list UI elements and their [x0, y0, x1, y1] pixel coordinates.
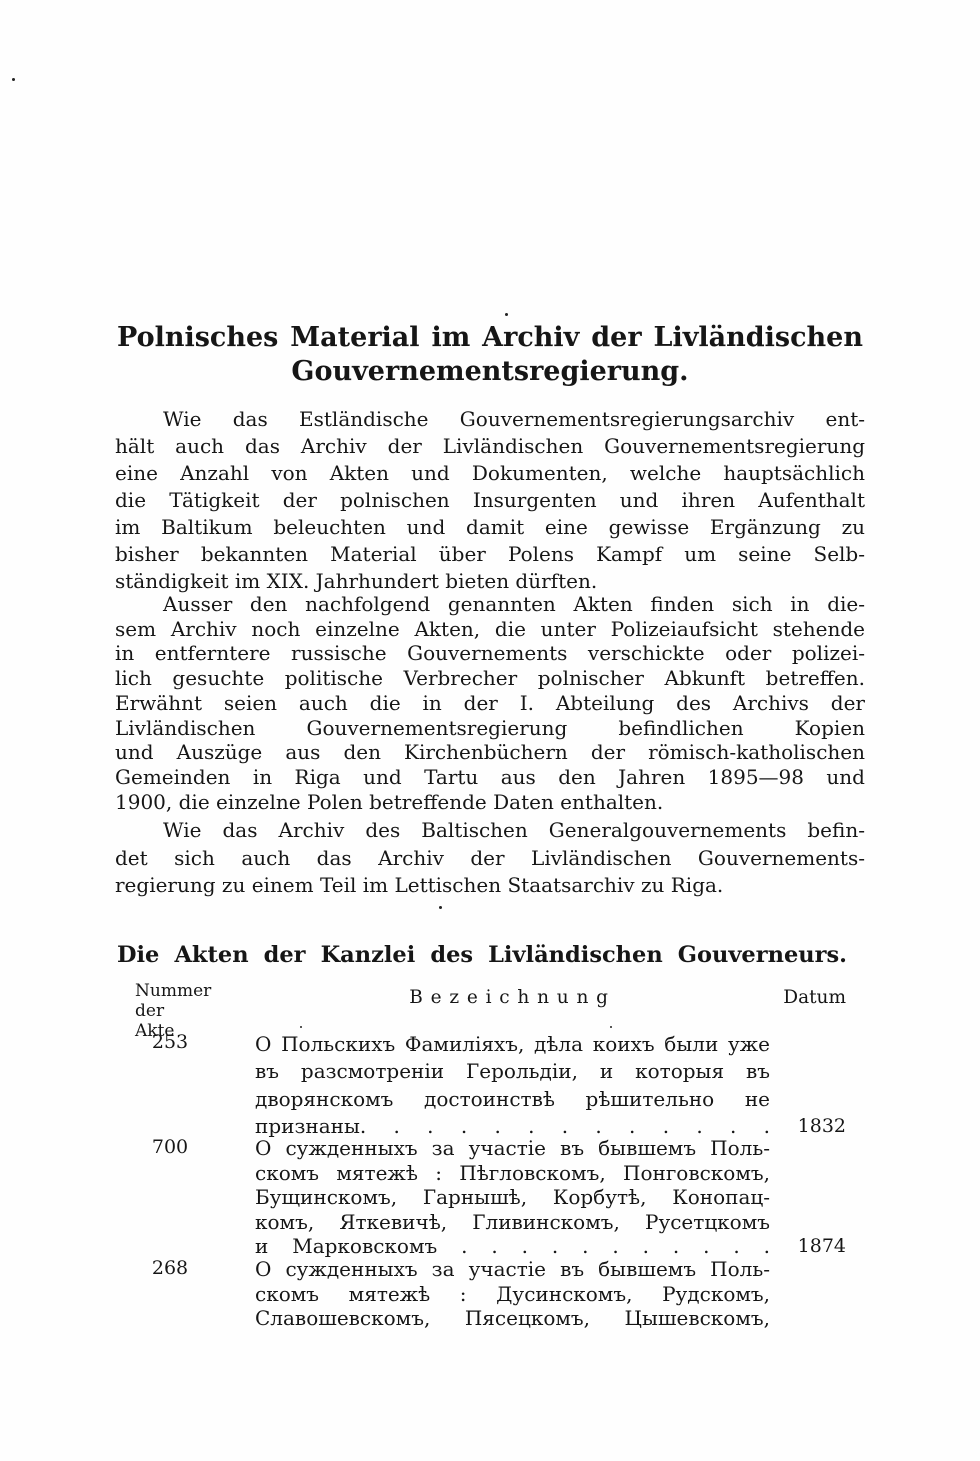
- text-line: скомъ мятежѣ : Дусинскомъ, Рудскомъ,: [255, 1281, 770, 1306]
- text-line: ständigkeit im XIX. Jahrhundert bieten dürften.: [115, 569, 598, 593]
- table-row: [135, 1136, 846, 1259]
- column-header-number-line-2: der Akte: [135, 1001, 175, 1041]
- row-description: [255, 1257, 770, 1331]
- text-line: hält auch das Archiv der Livländischen Gouvernementsregierung: [115, 434, 865, 458]
- scan-speck: [505, 313, 508, 316]
- text-line: О сужденныхъ за участіе въ бывшемъ Поль-: [255, 1257, 770, 1281]
- text-line: скомъ мятежѣ : Пѣгловскомъ, Понговскомъ,: [255, 1160, 770, 1185]
- paragraph-2: [115, 592, 865, 814]
- text-line: Livländischen Gouvernementsregierung befindlichen Kopien: [115, 715, 865, 740]
- text-line: det sich auch das Archiv der Livländischen Gouvernements-: [115, 845, 865, 870]
- text-line: 1900, die einzelne Polen betreffende Daten enthalten.: [115, 789, 664, 814]
- column-header-number-line-1: Nummer: [135, 981, 212, 1001]
- text-line: bisher bekannten Material über Polens Kampf um seine Selb-: [115, 542, 865, 566]
- text-line: Славошевскомъ, Пясецкомъ, Цышевскомъ,: [255, 1306, 770, 1331]
- page-title: [117, 321, 863, 389]
- text-line: въ разсмотреніи Герольдіи, и которыя въ: [255, 1059, 770, 1084]
- text-line: die Tätigkeit der polnischen Insurgenten und ihren Aufenthalt: [115, 488, 865, 512]
- text-line: sem Archiv noch einzelne Akten, die unter Polizeiaufsicht stehende: [115, 616, 865, 641]
- text-line: Ausser den nachfolgend genannten Akten finden sich in die-: [163, 592, 865, 616]
- text-line: О Польскихъ Фамиліяхъ, дѣла коихъ были уже: [255, 1032, 770, 1056]
- text-line: und Auszüge aus den Kirchenbüchern der römisch-katholischen: [115, 740, 865, 765]
- row-date: 1832: [797, 1114, 846, 1137]
- table-row: [135, 1031, 846, 1140]
- page-title-line-1: Polnisches Material im Archiv der Livländischen: [117, 322, 863, 353]
- section-heading: Die Akten der Kanzlei des Livländischen Gouverneurs.: [117, 942, 847, 968]
- text-line: regierung zu einem Teil im Lettischen Staatsarchiv zu Riga.: [115, 873, 724, 898]
- text-line: Gemeinden in Riga und Tartu aus den Jahren 1895—98 und: [115, 764, 865, 789]
- text-line: eine Anzahl von Akten und Dokumenten, welche hauptsächlich: [115, 461, 865, 485]
- row-date: 1874: [797, 1235, 846, 1258]
- column-header-date: Datum: [783, 987, 846, 1008]
- text-line: признаны. . . . . . . . . . . . .: [255, 1113, 770, 1138]
- text-line: Wie das Archiv des Baltischen Generalgouvernements befin-: [163, 818, 865, 842]
- paragraph-1: [115, 406, 865, 595]
- text-line: О сужденныхъ за участіе въ бывшемъ Поль-: [255, 1136, 770, 1160]
- text-line: Бущинскомъ, Гарнышѣ, Корбутѣ, Конопац-: [255, 1185, 770, 1210]
- text-line: Erwähnt seien auch die in der I. Abteilung des Archivs der: [115, 690, 865, 715]
- scan-speck: [12, 78, 15, 81]
- text-line: комъ, Яткевичѣ, Гливинскомъ, Русетцкомъ: [255, 1209, 770, 1234]
- text-line: lich gesuchte politische Verbrecher polnischer Abkunft betreffen.: [115, 666, 865, 691]
- row-number: 253: [151, 1031, 189, 1053]
- row-number: 700: [151, 1136, 189, 1158]
- text-line: im Baltikum beleuchten und damit eine gewisse Ergänzung zu: [115, 515, 865, 539]
- text-line: дворянскомъ достоинствѣ рѣшительно не: [255, 1086, 770, 1111]
- text-line: Wie das Estländische Gouvernementsregierungsarchiv ent-: [163, 407, 865, 431]
- row-description: [255, 1031, 770, 1140]
- table-row: [135, 1257, 846, 1331]
- row-description: [255, 1136, 770, 1259]
- row-number: 268: [151, 1257, 189, 1279]
- text-line: in entferntere russische Gouvernements verschickte oder polizei-: [115, 641, 865, 666]
- text-line: и Марковскомъ . . . . . . . . . . .: [255, 1234, 770, 1259]
- column-header-description: Bezeichnung: [409, 987, 616, 1008]
- scan-speck: [439, 906, 442, 909]
- paragraph-3: [115, 817, 865, 900]
- page-title-line-2: Gouvernementsregierung.: [291, 356, 689, 387]
